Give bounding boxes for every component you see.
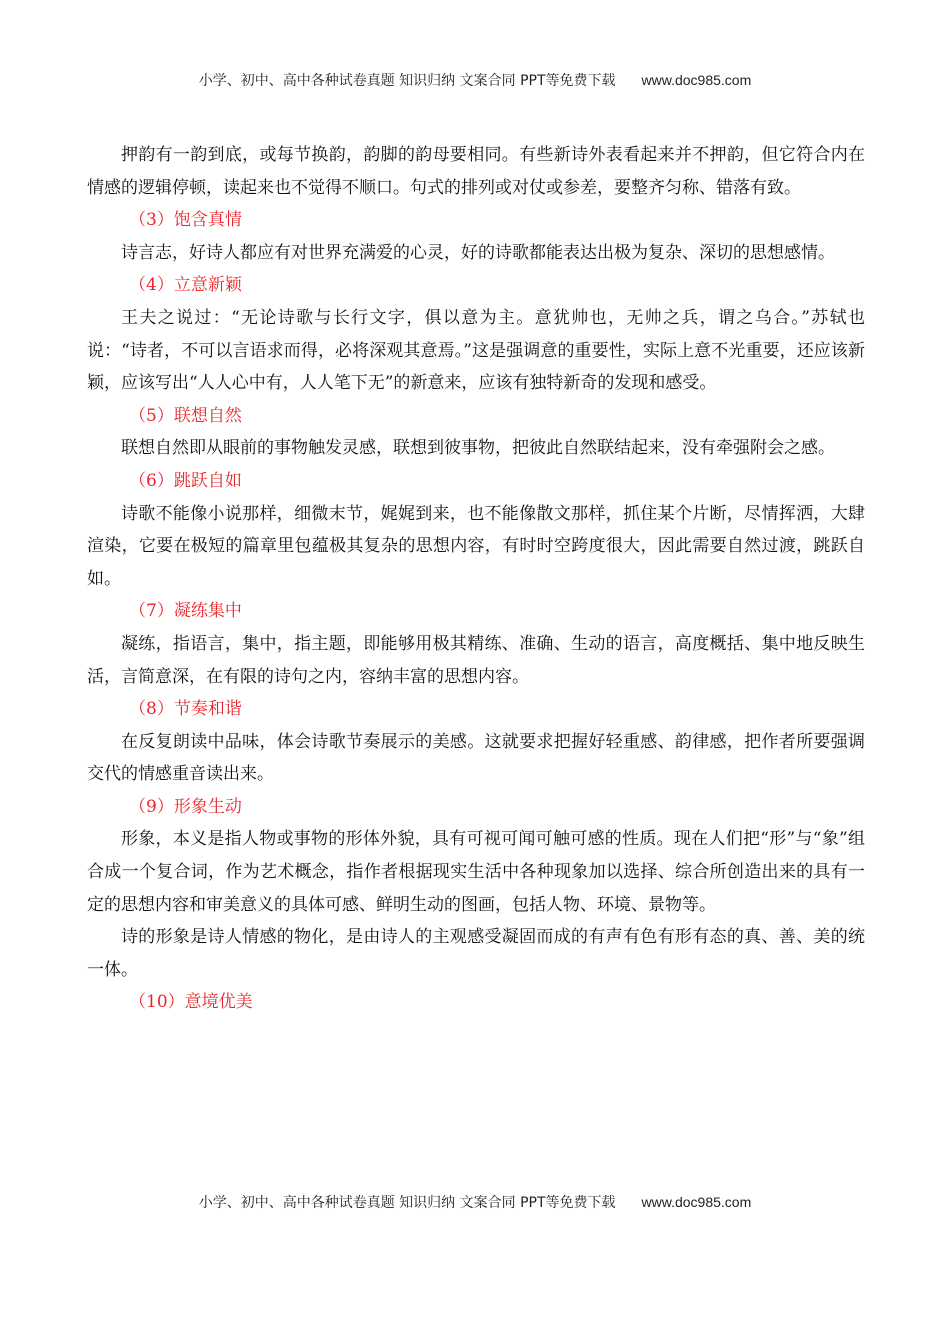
paragraph-7: 凝练，指语言，集中，指主题，即能够用极其精练、准确、生动的语言，高度概括、集中地反映生活，言简意深，在有限的诗句之内，容纳丰富的思想内容。 — [87, 633, 865, 687]
header-text: 小学、初中、高中各种试卷真题 知识归纳 文案合同 PPT等免费下载 — [198, 73, 616, 89]
section-title-9: （9）形象生动 — [129, 796, 242, 817]
paragraph-4: 王夫之说过：“无论诗歌与长行文字，俱以意为主。意犹帅也，无帅之兵，谓之乌合。”苏轼也说：“诗者，不可以言语求而得，必将深观其意焉。”这是强调意的重要性，实际上意不光重要，还应该新颖，应该写出“人人心中有，人人笔下无”的新意来，应该有独特新奇的发现和感受。 — [87, 307, 865, 394]
page-footer — [0, 1192, 950, 1212]
section-title-10: （10）意境优美 — [129, 992, 253, 1013]
paragraph-9b: 诗的形象是诗人情感的物化，是由诗人的主观感受凝固而成的有声有色有形有态的真、善、美的统一体。 — [87, 927, 865, 980]
paragraph-8: 在反复朗读中品味，体会诗歌节奏展示的美感。这就要求把握好轻重感、韵律感，把作者所要强调交代的情感重音读出来。 — [87, 731, 865, 785]
section-title-4: （4）立意新颖 — [129, 275, 242, 296]
paragraph-9a: 形象，本义是指人物或事物的形体外貌，具有可视可闻可触可感的性质。现在人们把“形”与“象”组合成一个复合词，作为艺术概念，指作者根据现实生活中各种现象加以选择、综合所创造出来的具有一定的思想内容和审美意义的具体可感、鲜明生动的图画，包括人物、环境、景物等。 — [87, 829, 865, 915]
document-body — [87, 139, 865, 1019]
footer-site-link[interactable]: www.doc985.com — [641, 1194, 752, 1210]
paragraph-rhyme: 押韵有一韵到底，或每节换韵，韵脚的韵母要相同。有些新诗外表看起来并不押韵，但它符合内在情感的逻辑停顿，读起来也不觉得不顺口。句式的排列或对仗或参差，要整齐匀称、错落有致。 — [87, 145, 865, 198]
section-title-8: （8）节奏和谐 — [129, 699, 242, 720]
section-title-6: （6）跳跃自如 — [129, 470, 242, 491]
section-title-5: （5）联想自然 — [129, 405, 242, 426]
section-title-7: （7）凝练集中 — [129, 601, 242, 622]
paragraph-5: 联想自然即从眼前的事物触发灵感，联想到彼事物，把彼此自然联结起来，没有牵强附会之感。 — [121, 438, 835, 459]
footer-text: 小学、初中、高中各种试卷真题 知识归纳 文案合同 PPT等免费下载 — [198, 1195, 616, 1211]
header-site-link[interactable]: www.doc985.com — [641, 72, 752, 88]
paragraph-6: 诗歌不能像小说那样，细微末节，娓娓到来，也不能像散文那样，抓住某个片断，尽情挥洒，大肆渲染，它要在极短的篇章里包蕴极其复杂的思想内容，有时时空跨度很大，因此需要自然过渡，跳跃自如。 — [87, 503, 865, 589]
paragraph-3: 诗言志，好诗人都应有对世界充满爱的心灵，好的诗歌都能表达出极为复杂、深切的思想感情。 — [121, 242, 835, 263]
section-title-3: （3）饱含真情 — [129, 210, 242, 231]
page-header — [0, 70, 950, 90]
